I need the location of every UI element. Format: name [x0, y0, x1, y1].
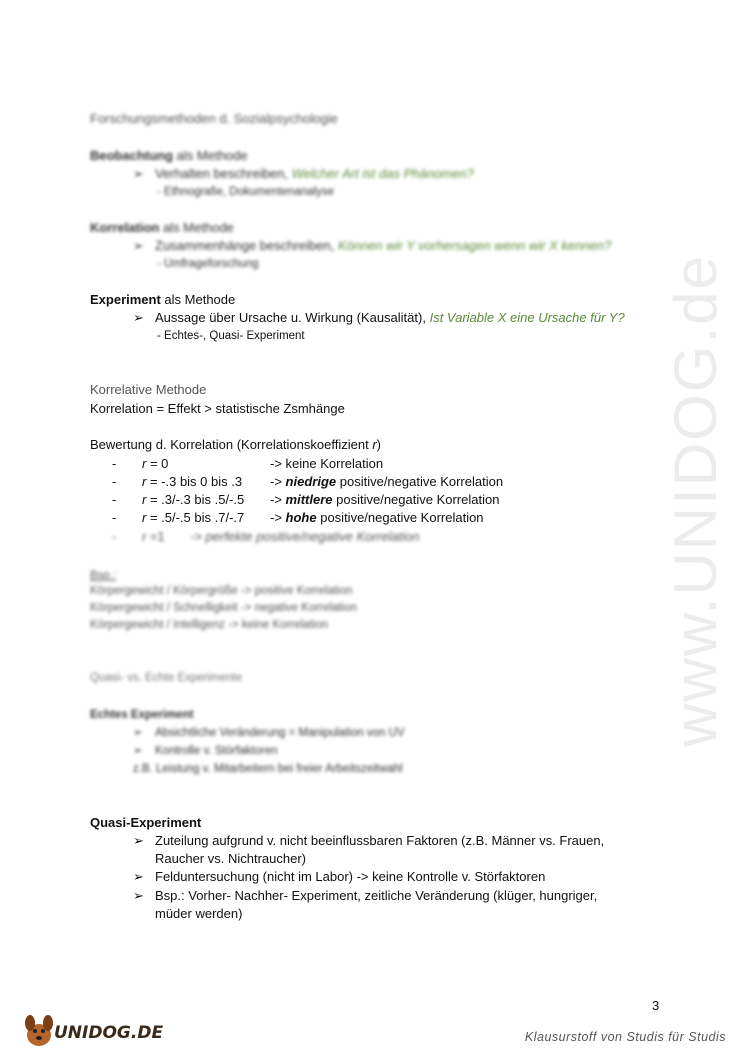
page-number: 3 — [652, 998, 660, 1013]
logo-text: UNIDOG.DE — [54, 1023, 164, 1043]
korrelative-line: Korrelation = Effekt > statistische Zsmhänge — [90, 401, 345, 416]
beobachtung-bullet: ➢ Verhalten beschreiben, Welcher Art ist das Phänomen? — [133, 166, 474, 181]
korrelative-title: Korrelative Methode — [90, 382, 207, 397]
quasi-bullet: ➢ Zuteilung aufgrund v. nicht beeinflussbaren Faktoren (z.B. Männer vs. Frauen, — [133, 833, 605, 848]
korrelation-heading: Korrelation als Methode — [90, 220, 234, 235]
bewertung-item: - r = -.3 bis 0 bis .3 -> niedrige positive/negative Korrelation — [112, 474, 504, 489]
echtes-sub: z.B. Leistung v. Mitarbeitern bei freier Arbeitszeitwahl — [133, 763, 403, 775]
echtes-heading: Echtes Experiment — [90, 709, 194, 721]
unidog-logo — [22, 1013, 162, 1051]
arrow-bullet-icon: ➢ — [133, 888, 144, 903]
quasi-bullet-cont: Raucher vs. Nichtraucher) — [155, 851, 306, 866]
watermark: www.UNIDOG.de — [661, 253, 729, 747]
beobachtung-sub: - Ethnografie, Dokumentenanalyse — [157, 186, 335, 198]
arrow-bullet-icon: ➢ — [133, 310, 144, 325]
arrow-bullet-icon: ➢ — [133, 166, 144, 181]
beobachtung-heading: Beobachtung als Methode — [90, 148, 248, 163]
quasi-heading: Quasi-Experiment — [90, 815, 202, 830]
dog-icon — [22, 1013, 56, 1049]
korrelation-sub: - Umfrageforschung — [157, 258, 259, 270]
doc-title: Forschungsmethoden d. Sozialpsychologie — [90, 111, 338, 126]
beispiel-line: Körpergewicht / Schnelligkeit -> negative Korrelation — [90, 602, 357, 614]
beispiele-label: Bsp.: — [90, 570, 117, 582]
arrow-bullet-icon: ➢ — [133, 238, 144, 253]
beispiel-line: Körpergewicht / Intelligenz -> keine Korrelation — [90, 619, 329, 631]
experiment-bullet: ➢ Aussage über Ursache u. Wirkung (Kausalität), Ist Variable X eine Ursache für Y? — [133, 310, 625, 325]
bewertung-item: - r =1 -> perfekte positive/negative Korrelation — [112, 529, 420, 544]
bewertung-item: - r = .3/-.3 bis .5/-.5 -> mittlere positive/negative Korrelation — [112, 492, 500, 507]
experiment-sub: - Echtes-, Quasi- Experiment — [157, 330, 305, 342]
quasi-vs-title: Quasi- vs. Echte Experimente — [90, 672, 243, 684]
bewertung-item: - r = 0 -> keine Korrelation — [112, 456, 384, 471]
korrelation-bullet: ➢ Zusammenhänge beschreiben, Können wir Y vorhersagen wenn wir X kennen? — [133, 238, 612, 253]
footer-slogan: Klausurstoff von Studis für Studis — [524, 1030, 726, 1044]
echtes-bullet: ➢ Kontrolle v. Störfaktoren — [133, 745, 278, 757]
echtes-bullet: ➢ Absichtliche Veränderung = Manipulation von UV — [133, 727, 405, 739]
quasi-bullet: ➢ Felduntersuchung (nicht im Labor) -> keine Kontrolle v. Störfaktoren — [133, 869, 546, 884]
arrow-bullet-icon: ➢ — [133, 833, 144, 848]
arrow-bullet-icon: ➢ — [133, 869, 144, 884]
bewertung-heading: Bewertung d. Korrelation (Korrelationskoeffizient r) — [90, 437, 381, 452]
beispiel-line: Körpergewicht / Körpergröße -> positive Korrelation — [90, 585, 353, 597]
quasi-bullet-cont: müder werden) — [155, 906, 243, 921]
arrow-bullet-icon: ➢ — [133, 727, 143, 739]
quasi-bullet: ➢ Bsp.: Vorher- Nachher- Experiment, zeitliche Veränderung (klüger, hungriger, — [133, 888, 598, 903]
experiment-heading: Experiment als Methode — [90, 292, 236, 307]
bewertung-item: - r = .5/-.5 bis .7/-.7 -> hohe positive/negative Korrelation — [112, 510, 484, 525]
arrow-bullet-icon: ➢ — [133, 745, 143, 757]
